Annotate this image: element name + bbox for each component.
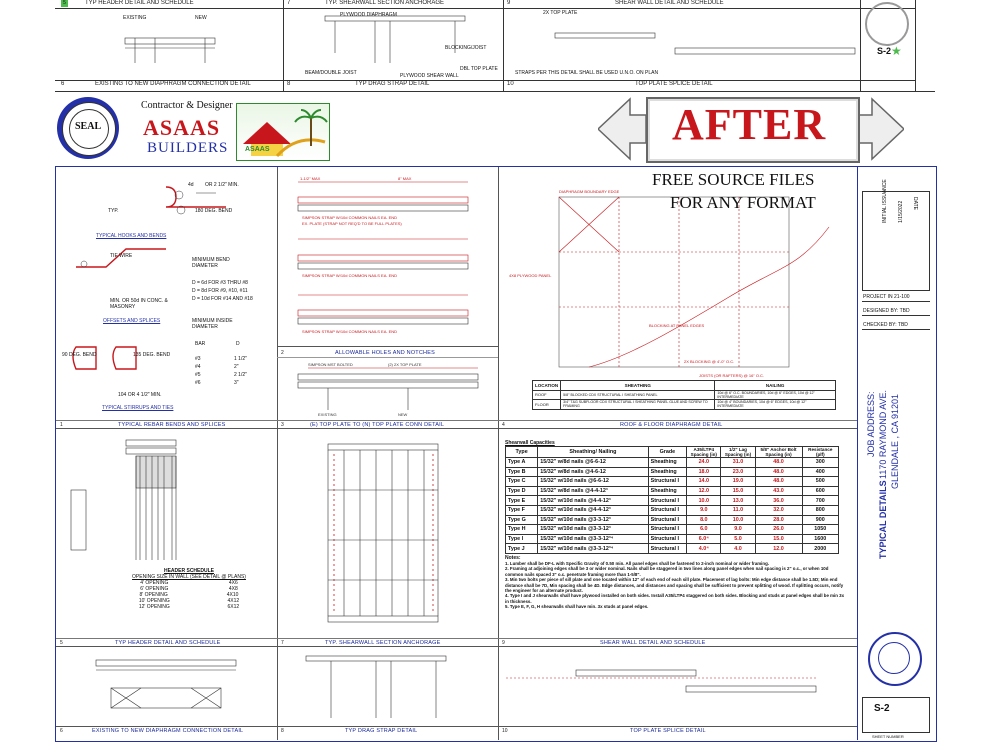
shearwall-cell: 48.0 — [755, 458, 802, 468]
shearwall-cell: 15/32" w/10d nails @3-3-12³ — [538, 515, 648, 525]
top-num-6: 6 — [61, 81, 65, 87]
diaphragm-hdr-nailing: NAILING — [715, 381, 836, 391]
diaphragm-hdr-sheathing: SHEATHING — [561, 381, 715, 391]
hs-row-3: 8' OPENING — [139, 592, 168, 598]
hs-row-3-size: 4X10 — [226, 592, 239, 598]
svg-text:1-1/2" MAX: 1-1/2" MAX — [300, 176, 321, 181]
shearwall-cell: 15/32" w/10d nails @3-3-12³ — [538, 525, 648, 535]
cell-5-title: TYP HEADER DETAIL AND SCHEDULE — [115, 640, 221, 646]
shearwall-note: 3. Min two bolts per piece of sill plate and one located within 12" of each end of each sill plate. Placement of lag bolts: Min edge distance shall be 1.5D; Min end distance shall be 7D, Min spacing shall be 4D. Edge distances, and distances and spacing shall be sufficient to prevent splitting of wood. If splitting occurs, notify the engineer for an alternate product. — [505, 577, 844, 593]
title-block — [858, 167, 935, 740]
bar-row-1-d: 1 1/2" — [234, 356, 247, 362]
address-line1: 1170 RAYMOND AVE. — [878, 389, 888, 479]
svg-text:DIAPHRAGM BOUNDARY EDGE: DIAPHRAGM BOUNDARY EDGE — [559, 189, 620, 194]
designed-by: DESIGNED BY: TBD — [862, 307, 930, 316]
cell-4-title: ROOF & FLOOR DIAPHRAGM DETAIL — [620, 422, 723, 428]
shearwall-cell: Structural I — [648, 505, 687, 515]
shearwall-note: 5. Type E, F, G, H shearwalls shall have min. 3x studs at panel edges. — [505, 604, 649, 610]
hs-row-1: 4' OPENING — [140, 580, 169, 586]
top-title-6: EXISTING TO NEW DIAPHRAGM CONNECTION DETAIL — [95, 81, 251, 87]
shearwall-cell: Type A — [506, 458, 538, 468]
cell-1-title: TYPICAL REBAR BENDS AND SPLICES — [118, 422, 226, 428]
bar-row-3: #5 — [195, 372, 201, 378]
shearwall-cell: 12.0 — [687, 486, 721, 496]
shearwall-cell: 15.0 — [755, 534, 802, 544]
cell-4-num: 4 — [502, 422, 505, 428]
shearwall-cell: 700 — [802, 496, 838, 506]
cell-1-num: 1 — [60, 422, 63, 428]
shearwall-cell: 800 — [802, 505, 838, 515]
cell-6-num: 6 — [60, 728, 63, 734]
cell-7-num: 7 — [281, 640, 284, 646]
top-label-diaphragm: PLYWOOD DIAPHRAGM — [340, 12, 397, 18]
address-label: JOB ADDRESS: — [866, 391, 876, 457]
shearwall-cell: 4.0⁴ — [687, 544, 721, 554]
svg-text:JOISTS (OR RAFTERS) @ 16" O.C.: JOISTS (OR RAFTERS) @ 16" O.C. — [699, 373, 765, 378]
shearwall-row — [506, 496, 839, 506]
checked-by: CHECKED BY: TBD — [862, 321, 930, 330]
shearwall-note: 2. Framing at adjoining edges shall be 3 or wider nominal. Nails shall be staggered in two lines along panel edges when nail spacing is 2" o.c., or when 10d common nails spaced 3" o.c. penetrate framing more than 1-5/8". — [505, 566, 829, 577]
top-title-10: TOP PLATE SPLICE DETAIL — [635, 81, 713, 87]
bottom-row-drawings — [56, 648, 857, 726]
hs-row-4-size: 4X12 — [227, 598, 240, 604]
engineer-seal-icon — [868, 632, 922, 686]
shearwall-cell: 15/32" w/8d nails @4-6-12 — [538, 467, 648, 477]
cell-3-title: (E) TOP PLATE TO (N) TOP PLATE CONN DETAIL — [310, 422, 445, 428]
shearwall-cell: 500 — [802, 477, 838, 487]
cell-5-num: 5 — [60, 640, 63, 646]
bar-row-1: #3 — [195, 356, 201, 362]
top-title-7: TYP. SHEARWALL SECTION ANCHORAGE — [325, 0, 445, 6]
shearwall-cell: Type F — [506, 505, 538, 515]
shearwall-cell: 10.0 — [721, 515, 755, 525]
top-strip — [55, 0, 935, 92]
project-no: PROJECT IN 21-100 — [862, 293, 930, 302]
shearwall-cell: 18.0 — [687, 467, 721, 477]
diaphragm-floor-nailing: 10d @ 4" BOUNDARIES, 10d @ 6" EDGES, 10d @ 12" INTERMEDIATE — [715, 400, 836, 410]
shearwall-anchorage-drawing — [278, 430, 498, 638]
shearwall-cell: 48.0 — [755, 477, 802, 487]
shearwall-cell: 26.0 — [755, 525, 802, 535]
tie-wire-label: TIE WIRE — [110, 253, 133, 259]
shearwall-cell: 8.0 — [687, 515, 721, 525]
sw-notes — [505, 561, 845, 610]
shearwall-cell: Structural I — [648, 544, 687, 554]
rebar-or-min: OR 2 1/2" MIN. — [205, 182, 239, 188]
svg-text:EXISTING: EXISTING — [318, 412, 337, 417]
svg-text:SIMPSON STRAP W/10d COMMON NAI: SIMPSON STRAP W/10d COMMON NAILS EA. END — [302, 215, 398, 220]
plate-conn-drawings — [278, 167, 498, 347]
bar-row-2: #4 — [195, 364, 201, 370]
address-line2: GLENDALE , CA 91201 — [890, 393, 900, 489]
sw-hdr-anchor: 5/8" Anchor Bolt Spacing (in) — [755, 447, 802, 458]
sw-hdr-resist: Resistance (plf) — [802, 447, 838, 458]
hs-row-1-size: 4X6 — [228, 580, 238, 586]
shearwall-cell: 600 — [802, 486, 838, 496]
brand-name: ASAAS — [143, 115, 221, 140]
shearwall-cell: Sheathing — [648, 458, 687, 468]
deg90-label: 90 DEG. BEND — [62, 352, 97, 358]
top-label-dbl: DBL TOP PLATE — [460, 66, 498, 72]
seal-text: SEAL — [75, 121, 102, 132]
sheet-title: TYPICAL DETAILS — [878, 480, 888, 559]
sw-hdr-type: Type — [506, 447, 538, 458]
sw-hdr-sheathing: Sheathing/ Nailing — [538, 447, 648, 458]
hs-row-2: 6' OPENING — [140, 586, 169, 592]
splice-min: MIN. OR 50d IN CONC. & MASONRY — [110, 298, 168, 310]
shearwall-cell: 43.0 — [755, 486, 802, 496]
cell-2-num: 2 — [281, 350, 284, 356]
hs-row-5: 12' OPENING — [138, 604, 170, 610]
bar-row-3-d: 2 1/2" — [234, 372, 247, 378]
rev-initial: INITIAL ISSUANCE — [882, 179, 888, 223]
shearwall-cell: 6.0 — [687, 525, 721, 535]
shearwall-cell: 15/32" w/10d nails @4-4-12³ — [538, 496, 648, 506]
cell-10-title: TOP PLATE SPLICE DETAIL — [630, 728, 706, 734]
brand-sub: BUILDERS — [147, 140, 229, 156]
stirrups-title: TYPICAL STIRRUPS AND TIES — [102, 405, 174, 411]
sw-hdr-grade: Grade — [648, 447, 687, 458]
shearwall-cell: 15/32" w/8d nails @6-6-12 — [538, 458, 648, 468]
rev-date-header: DATE — [912, 197, 918, 210]
shearwall-row — [506, 467, 839, 477]
shearwall-cell: Type E — [506, 496, 538, 506]
shearwall-cell: 36.0 — [755, 496, 802, 506]
shearwall-cell: 48.0 — [755, 467, 802, 477]
rebar-4d: 4d — [188, 182, 194, 188]
top-title-5: TYP HEADER DETAIL AND SCHEDULE — [85, 0, 194, 6]
shearwall-cell: 9.0 — [687, 505, 721, 515]
cell-8-title: TYP DRAG STRAP DETAIL — [345, 728, 418, 734]
cell-8-num: 8 — [281, 728, 284, 734]
bar-header-bar: BAR — [195, 341, 206, 347]
watermark-line1: FREE SOURCE FILES — [652, 170, 815, 189]
bar-row-4: #6 — [195, 380, 201, 386]
top-label-straps: STRAPS PER THIS DETAIL SHALL BE USED U.N.O. ON PLAN — [515, 70, 659, 76]
shearwall-cell: 6.0⁴ — [687, 534, 721, 544]
top-num-7: 7 — [287, 0, 291, 6]
top-label-beam: BEAM/DOUBLE JOIST — [305, 70, 357, 76]
shearwall-cell: 32.0 — [755, 505, 802, 515]
shearwall-row — [506, 544, 839, 554]
top-label-shearwall: PLYWOOD SHEAR WALL — [400, 73, 459, 79]
shearwall-cell: Type I — [506, 534, 538, 544]
shearwall-cell: 15/32" w/10d nails @3-3-12³⁴ — [538, 544, 648, 554]
deg135-label: 135 DEG. BEND — [133, 352, 171, 358]
shearwall-cell: 24.0 — [687, 458, 721, 468]
bend-rule-2: D = 8d FOR #9, #10, #11 — [192, 288, 248, 294]
shearwall-cell: 14.0 — [687, 477, 721, 487]
shearwall-cell: 900 — [802, 515, 838, 525]
shearwall-cell: Type H — [506, 525, 538, 535]
sw-notes-title: Notes: — [505, 554, 521, 561]
top-label-plate: 2X TOP PLATE — [543, 10, 578, 16]
svg-text:4X8 PLYWOOD PANEL: 4X8 PLYWOOD PANEL — [509, 273, 552, 278]
sw-hdr-lag: 1/2" Lag Spacing (in) — [721, 447, 755, 458]
shearwall-cell: Type D — [506, 486, 538, 496]
min-104: 104 OR 4 1/2" MIN. — [118, 392, 162, 398]
bar-header-d: D — [236, 341, 240, 347]
top-num-9: 9 — [507, 0, 511, 6]
top-num-5: 5 — [61, 0, 68, 7]
after-arrow — [598, 95, 904, 163]
rebar-180: 180 DEG. BEND — [195, 208, 233, 214]
offsets-title: OFFSETS AND SPLICES — [103, 318, 161, 324]
bend-rule-1: D = 6d FOR #3 THRU #8 — [192, 280, 248, 286]
svg-text:8" MAX: 8" MAX — [398, 176, 412, 181]
shearwall-cell: 9.0 — [721, 525, 755, 535]
diaphragm-floor: FLOOR — [533, 400, 561, 410]
shearwall-cell: Sheathing — [648, 467, 687, 477]
top-label-new: NEW — [195, 15, 207, 21]
shearwall-cell: 300 — [802, 458, 838, 468]
shearwall-cell: 15/32" w/8d nails @4-4-12³ — [538, 486, 648, 496]
shearwall-cell: 2000 — [802, 544, 838, 554]
shearwall-note: 4. Type I and J shearwalls shall have plywood installed on both sides. Install A35/LTP4 staggered on both sides. Blocking and studs at panel edges shall be min 3x in thickness. — [505, 593, 845, 604]
holes-notches-drawing — [278, 358, 498, 420]
diaphragm-roof-nailing: 10d @ 6" O.C. BOUNDARIES, 10d @ 6" EDGES, 10d @ 12" INTERMEDIATE — [715, 390, 836, 400]
shearwall-title: Shearwall Capacities — [505, 440, 555, 446]
contractor-line: Contractor & Designer — [141, 100, 233, 111]
seal-badge — [57, 97, 119, 159]
shearwall-capacities — [505, 440, 845, 610]
bar-row-2-d: 2" — [234, 364, 239, 370]
rev-date: 1/15/2022 — [898, 200, 904, 223]
hooks-title: TYPICAL HOOKS AND BENDS — [96, 233, 167, 239]
header-schedule-title: HEADER SCHEDULE — [163, 568, 214, 574]
shearwall-cell: 15/32" w/10d nails @4-4-12³ — [538, 505, 648, 515]
top-num-10: 10 — [507, 81, 514, 87]
svg-text:EX. PLATE (STRAP NOT REQ'D TO: EX. PLATE (STRAP NOT REQ'D TO BE FULL PLATES) — [302, 221, 402, 226]
shearwall-cell: 23.0 — [721, 467, 755, 477]
shearwall-cell: 15/32" w/10d nails @6-6-12 — [538, 477, 648, 487]
shearwall-cell: Type C — [506, 477, 538, 487]
cell-3-num: 3 — [281, 422, 284, 428]
sheet-no: S-2 — [874, 703, 890, 714]
shearwall-cell: Type B — [506, 467, 538, 477]
top-sheet-no: S-2 — [877, 46, 892, 56]
shearwall-cell: Structural I — [648, 525, 687, 535]
rebar-typ: TYP. — [108, 208, 119, 214]
after-label: AFTER — [672, 100, 827, 149]
shearwall-cell: 13.0 — [721, 496, 755, 506]
shearwall-cell: Type G — [506, 515, 538, 525]
brand-logo — [236, 103, 330, 161]
brand-logo-text: ASAAS — [245, 146, 270, 153]
svg-text:BLOCKING AT PANEL EDGES: BLOCKING AT PANEL EDGES — [649, 323, 705, 328]
shearwall-table — [505, 446, 839, 554]
top-seal-icon — [865, 2, 909, 46]
shearwall-cell: Type J — [506, 544, 538, 554]
header-schedule-sub: OPENING SIZE IN WALL (SEE DETAIL @ PLANS) — [132, 574, 246, 580]
shearwall-row — [506, 505, 839, 515]
shearwall-cell: 19.0 — [721, 477, 755, 487]
cell-2-title: ALLOWABLE HOLES AND NOTCHES — [335, 350, 435, 356]
diaphragm-roof-sheathing: 5/8" BLOCKED CDX STRUCTURAL I SHEATHING PANEL — [561, 390, 715, 400]
shearwall-cell: Sheathing — [648, 486, 687, 496]
diaphragm-roof: ROOF — [533, 390, 561, 400]
svg-text:SIMPSON STRAP W/10d COMMON NAI: SIMPSON STRAP W/10d COMMON NAILS EA. END — [302, 273, 398, 278]
min-inside-title: MINIMUM INSIDE DIAMETER — [192, 318, 233, 330]
shearwall-cell: 1050 — [802, 525, 838, 535]
shearwall-note: 1. Lumber shall be DF-L with Specific Gravity of 0.50 min. All panel edges shall be fastened to 2-inch nominal or wider framing. — [505, 560, 769, 566]
watermark-line2: FOR ANY FORMAT — [670, 193, 816, 212]
shearwall-row — [506, 534, 839, 544]
top-title-9: SHEAR WALL DETAIL AND SCHEDULE — [615, 0, 724, 6]
header-schedule — [110, 568, 268, 610]
shearwall-row — [506, 515, 839, 525]
bend-rule-3: D = 10d FOR #14 AND #18 — [192, 296, 253, 302]
top-label-existing: EXISTING — [123, 15, 147, 21]
top-num-8: 8 — [287, 81, 291, 87]
shearwall-cell: 12.0 — [755, 544, 802, 554]
shearwall-cell: Structural I — [648, 477, 687, 487]
sheet-number-label: SHEET NUMBER — [872, 734, 904, 739]
svg-text:SIMPSON MST BOLTED: SIMPSON MST BOLTED — [308, 362, 353, 367]
shearwall-cell: 31.0 — [721, 458, 755, 468]
cell-10-num: 10 — [502, 728, 508, 734]
cell-9-title: SHEAR WALL DETAIL AND SCHEDULE — [600, 640, 706, 646]
shearwall-row — [506, 477, 839, 487]
diaphragm-floor-sheathing: 3/4" T&G SUBFLOOR CDX STRUCTURAL I SHEATHING PANEL GLUE AND SCREW TO FRAMING — [561, 400, 715, 410]
shearwall-row — [506, 486, 839, 496]
diaphragm-hdr-location: LOCATION — [533, 381, 561, 391]
shearwall-cell: 1600 — [802, 534, 838, 544]
svg-text:2X BLOCKING @ 4'-0" O.C.: 2X BLOCKING @ 4'-0" O.C. — [684, 359, 735, 364]
cell-9-num: 9 — [502, 640, 505, 646]
shearwall-cell: 15.0 — [721, 486, 755, 496]
shearwall-cell: 28.0 — [755, 515, 802, 525]
shearwall-row — [506, 458, 839, 468]
top-label-blocking: BLOCKING/JOIST — [445, 45, 487, 51]
top-title-8: TYP DRAG STRAP DETAIL — [355, 81, 430, 87]
shearwall-row — [506, 525, 839, 535]
shearwall-cell: Structural I — [648, 515, 687, 525]
min-bend-title: MINIMUM BEND DIAMETER — [192, 257, 230, 269]
shearwall-table-body — [506, 458, 839, 554]
cell-6-title: EXISTING TO NEW DIAPHRAGM CONNECTION DETAIL — [92, 728, 244, 734]
sw-hdr-a35: A35/LTP4 Spacing (in) — [687, 447, 721, 458]
hs-row-2-size: 4X8 — [228, 586, 238, 592]
shearwall-cell: 4.0 — [721, 544, 755, 554]
shearwall-cell: 15/32" w/10d nails @3-3-12³⁴ — [538, 534, 648, 544]
bar-row-4-d: 3" — [234, 380, 239, 386]
shearwall-cell: 11.0 — [721, 505, 755, 515]
shearwall-cell: 10.0 — [687, 496, 721, 506]
hs-row-4: 10' OPENING — [138, 598, 170, 604]
hs-row-5-size: 6X12 — [227, 604, 240, 610]
diaphragm-table — [532, 380, 836, 410]
svg-text:SIMPSON STRAP W/10d COMMON NAI: SIMPSON STRAP W/10d COMMON NAILS EA. END — [302, 329, 398, 334]
shearwall-cell: 5.0 — [721, 534, 755, 544]
shearwall-cell: Structural I — [648, 496, 687, 506]
shearwall-cell: Structural I — [648, 534, 687, 544]
svg-text:NEW: NEW — [398, 412, 408, 417]
cell-7-title: TYP. SHEARWALL SECTION ANCHORAGE — [325, 640, 441, 646]
svg-text:(2) 2X TOP PLATE: (2) 2X TOP PLATE — [388, 362, 422, 367]
shearwall-cell: 400 — [802, 467, 838, 477]
top-star-icon: ★ — [891, 44, 902, 58]
